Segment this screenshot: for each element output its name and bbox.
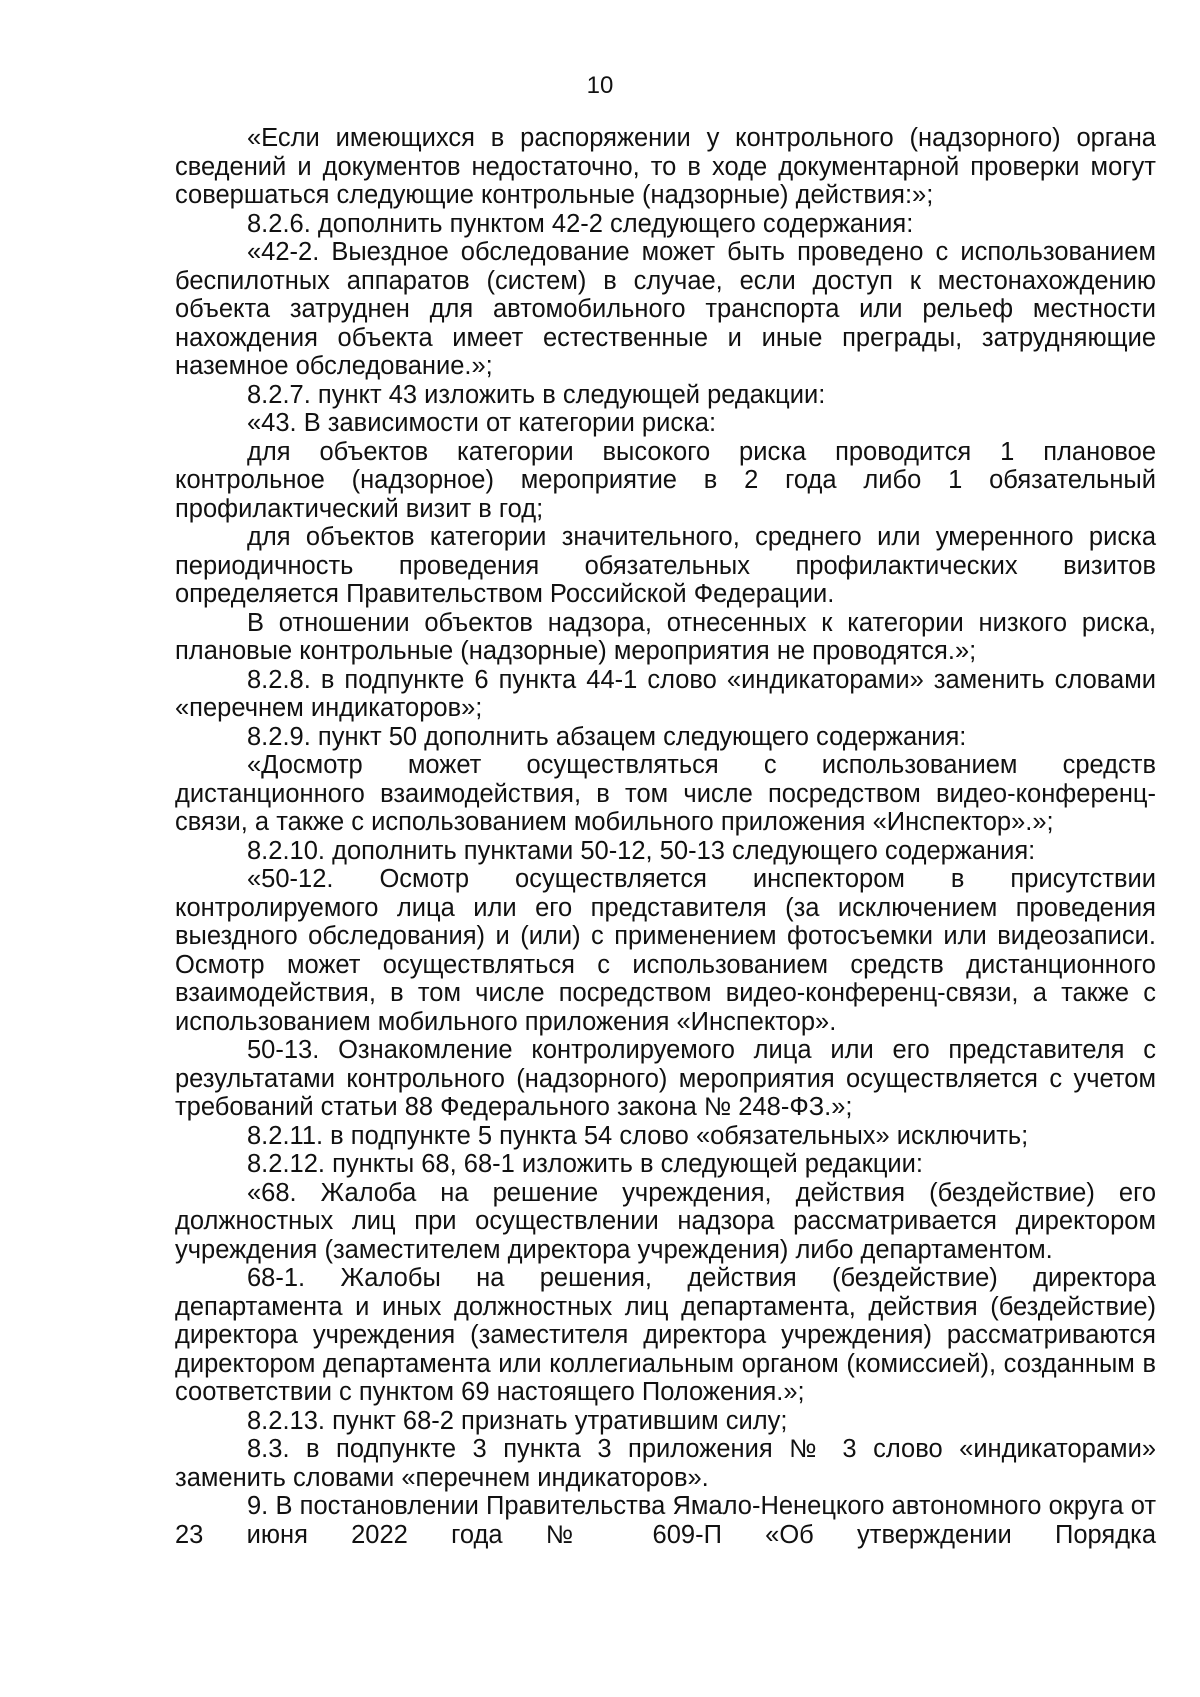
paragraph-17: «68. Жалоба на решение учреждения, действия (бездействие) его должностных лиц при осуществлении надзора рассматривается директором учреждения (заместителем директора учреждения) либо департаментом.	[175, 1178, 1156, 1264]
paragraph-10: 8.2.9. пункт 50 дополнить абзацем следующего содержания:	[247, 722, 967, 751]
paragraph-8: В отношении объектов надзора, отнесенных к категории низкого риска, плановые контрольные (надзорные) мероприятия не проводятся.»;	[175, 608, 1156, 665]
paragraph-18: 68-1. Жалобы на решения, действия (бездействие) директора департамента и иных должностных лиц департамента, действия (бездействие) директора учреждения (заместителя директора учреждения) рассматриваются директором департамента или коллегиальным органом (комиссией), созданным в соответствии с пунктом 69 настоящего Положения.»;	[175, 1264, 1156, 1406]
paragraph-2: 8.2.6. дополнить пунктом 42-2 следующего содержания:	[247, 209, 914, 238]
paragraph-1: «Если имеющихся в распоряжении у контрольного (надзорного) органа сведений и документов недостаточно, то в ходе документарной проверки могут совершаться следующие контрольные (надзорные) действия:»;	[175, 124, 1156, 209]
paragraph-9: 8.2.8. в подпункте 6 пункта 44-1 слово «индикаторами» заменить словами «перечнем индикаторов»;	[175, 665, 1156, 722]
document-body	[175, 124, 1156, 1549]
paragraph-20: 8.3. в подпункте 3 пункта 3 приложения № 3 слово «индикаторами» заменить словами «перечнем индикаторов».	[175, 1435, 1156, 1492]
paragraph-15: 8.2.11. в подпункте 5 пункта 54 слово «обязательных» исключить;	[247, 1121, 1029, 1150]
paragraph-6: для объектов категории высокого риска проводится 1 плановое контрольное (надзорное) мероприятие в 2 года либо 1 обязательный профилактический визит в год;	[175, 437, 1156, 523]
paragraph-12: 8.2.10. дополнить пунктами 50-12, 50-13 следующего содержания:	[247, 836, 1036, 865]
paragraph-11: «Досмотр может осуществляться с использованием средств дистанционного взаимодействия, в том числе посредством видео-конференц-связи, а также с использованием мобильного приложения «Инспектор».»;	[175, 751, 1156, 836]
page-number: 10	[586, 72, 614, 99]
paragraph-19: 8.2.13. пункт 68-2 признать утратившим силу;	[247, 1406, 788, 1435]
paragraph-13: «50-12. Осмотр осуществляется инспектором в присутствии контролируемого лица или его представителя (за исключением проведения выездного обследования) и (или) с применением фотосъемки или видеозаписи. Осмотр может осуществляться с использованием средств дистанционного взаимодействия, в том числе посредством видео-конференц-связи, а также с использованием мобильного приложения «Инспектор».	[175, 865, 1156, 1036]
paragraph-5: «43. В зависимости от категории риска:	[247, 409, 717, 437]
paragraph-3: «42-2. Выездное обследование может быть проведено с использованием беспилотных аппаратов (систем) в случае, если доступ к местонахождению объекта затруднен для автомобильного транспорта или рельеф местности нахождения объекта имеет естественные и иные преграды, затрудняющие наземное обследование.»;	[175, 238, 1156, 380]
paragraph-21: 9. В постановлении Правительства Ямало-Ненецкого автономного округа от 23 июня 2022 года № 609-П «Об утверждении Порядка	[175, 1492, 1156, 1549]
paragraph-7: для объектов категории значительного, среднего или умеренного риска периодичность проведения обязательных профилактических визитов определяется Правительством Российской Федерации.	[175, 523, 1156, 608]
paragraph-16: 8.2.12. пункты 68, 68-1 изложить в следующей редакции:	[247, 1150, 923, 1178]
paragraph-14: 50-13. Ознакомление контролируемого лица или его представителя с результатами контрольного (надзорного) мероприятия осуществляется с учетом требований статьи 88 Федерального закона № 248-ФЗ.»;	[175, 1036, 1156, 1121]
paragraph-4: 8.2.7. пункт 43 изложить в следующей редакции:	[247, 380, 826, 409]
